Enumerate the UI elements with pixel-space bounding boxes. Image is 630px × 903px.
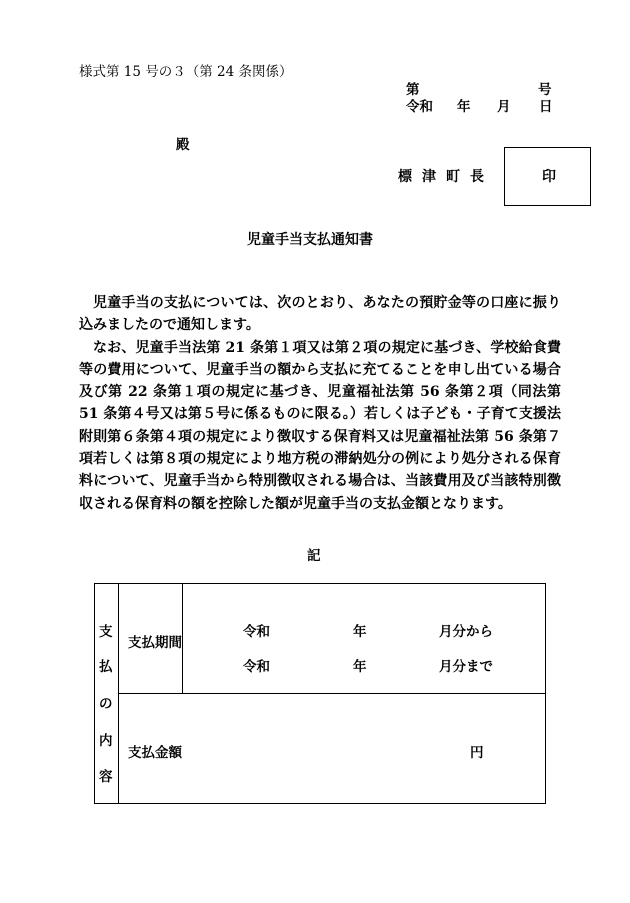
side-label-char: 払 bbox=[99, 659, 113, 675]
body-paragraph-1: 児童手当の支払については、次のとおり、あなたの預貯金等の口座に振り込みましたので通知します。 bbox=[79, 295, 561, 334]
date-year-label: 年 bbox=[457, 99, 471, 115]
period-to-suffix: 月分まで bbox=[439, 659, 493, 675]
table-border-top bbox=[94, 583, 546, 584]
period-from-era: 令和 bbox=[243, 624, 270, 640]
period-from-suffix: 月分から bbox=[439, 624, 493, 640]
table-divider-middle bbox=[118, 693, 546, 694]
amount-label: 支払金額 bbox=[128, 745, 182, 761]
date-era: 令和 bbox=[406, 99, 433, 115]
ki-heading: 記 bbox=[307, 548, 321, 564]
side-label-char: 内 bbox=[99, 733, 113, 749]
document-title: 児童手当支払通知書 bbox=[247, 232, 373, 248]
table-divider-side bbox=[118, 583, 119, 804]
date-month-label: 月 bbox=[497, 99, 511, 115]
body-paragraph-2: なお、児童手当法第 21 条第１項又は第２項の規定に基づき、学校給食費等の費用について、児童手当の額から支払に充てることを申し出ている場合及び第 22 条第１項の規定に基づき、児童福祉法第 56 条第２項（同法第 51 条第４号又は第５号に係るものに限る。）若しくは子ども・子育て支援法附則第６条第４項の規定により徴収する保育料又は児童福祉法第 56 条第７項若しくは第８項の規定により地方税の滞納処分の例により処分される保育料について、児童手当から特別徴収される場合は、当該費用及び当該特別徴収される保育料の額を控除した額が児童手当の支払金額となります。 bbox=[79, 339, 561, 512]
body-text bbox=[79, 292, 561, 515]
side-label-char: 容 bbox=[99, 769, 113, 785]
table-border-right bbox=[545, 583, 546, 804]
amount-unit: 円 bbox=[470, 745, 484, 761]
date-day-label: 日 bbox=[539, 99, 553, 115]
form-number: 様式第 15 号の３（第 24 条関係） bbox=[79, 64, 293, 80]
side-label-char: の bbox=[99, 696, 113, 712]
table-border-bottom bbox=[94, 803, 546, 804]
period-from-year: 年 bbox=[353, 624, 367, 640]
document-number-suffix: 号 bbox=[538, 82, 552, 98]
period-to-year: 年 bbox=[353, 659, 367, 675]
document-number-label: 第 bbox=[406, 82, 420, 98]
period-to-era: 令和 bbox=[243, 659, 270, 675]
addressee-suffix: 殿 bbox=[176, 137, 190, 153]
seal-mark: 印 bbox=[542, 169, 556, 185]
issuer-name: 標津町長 bbox=[398, 169, 494, 185]
table-border-left bbox=[94, 583, 95, 804]
side-label-char: 支 bbox=[99, 624, 113, 640]
period-label: 支払期間 bbox=[128, 635, 182, 651]
table-divider-period bbox=[182, 583, 183, 693]
